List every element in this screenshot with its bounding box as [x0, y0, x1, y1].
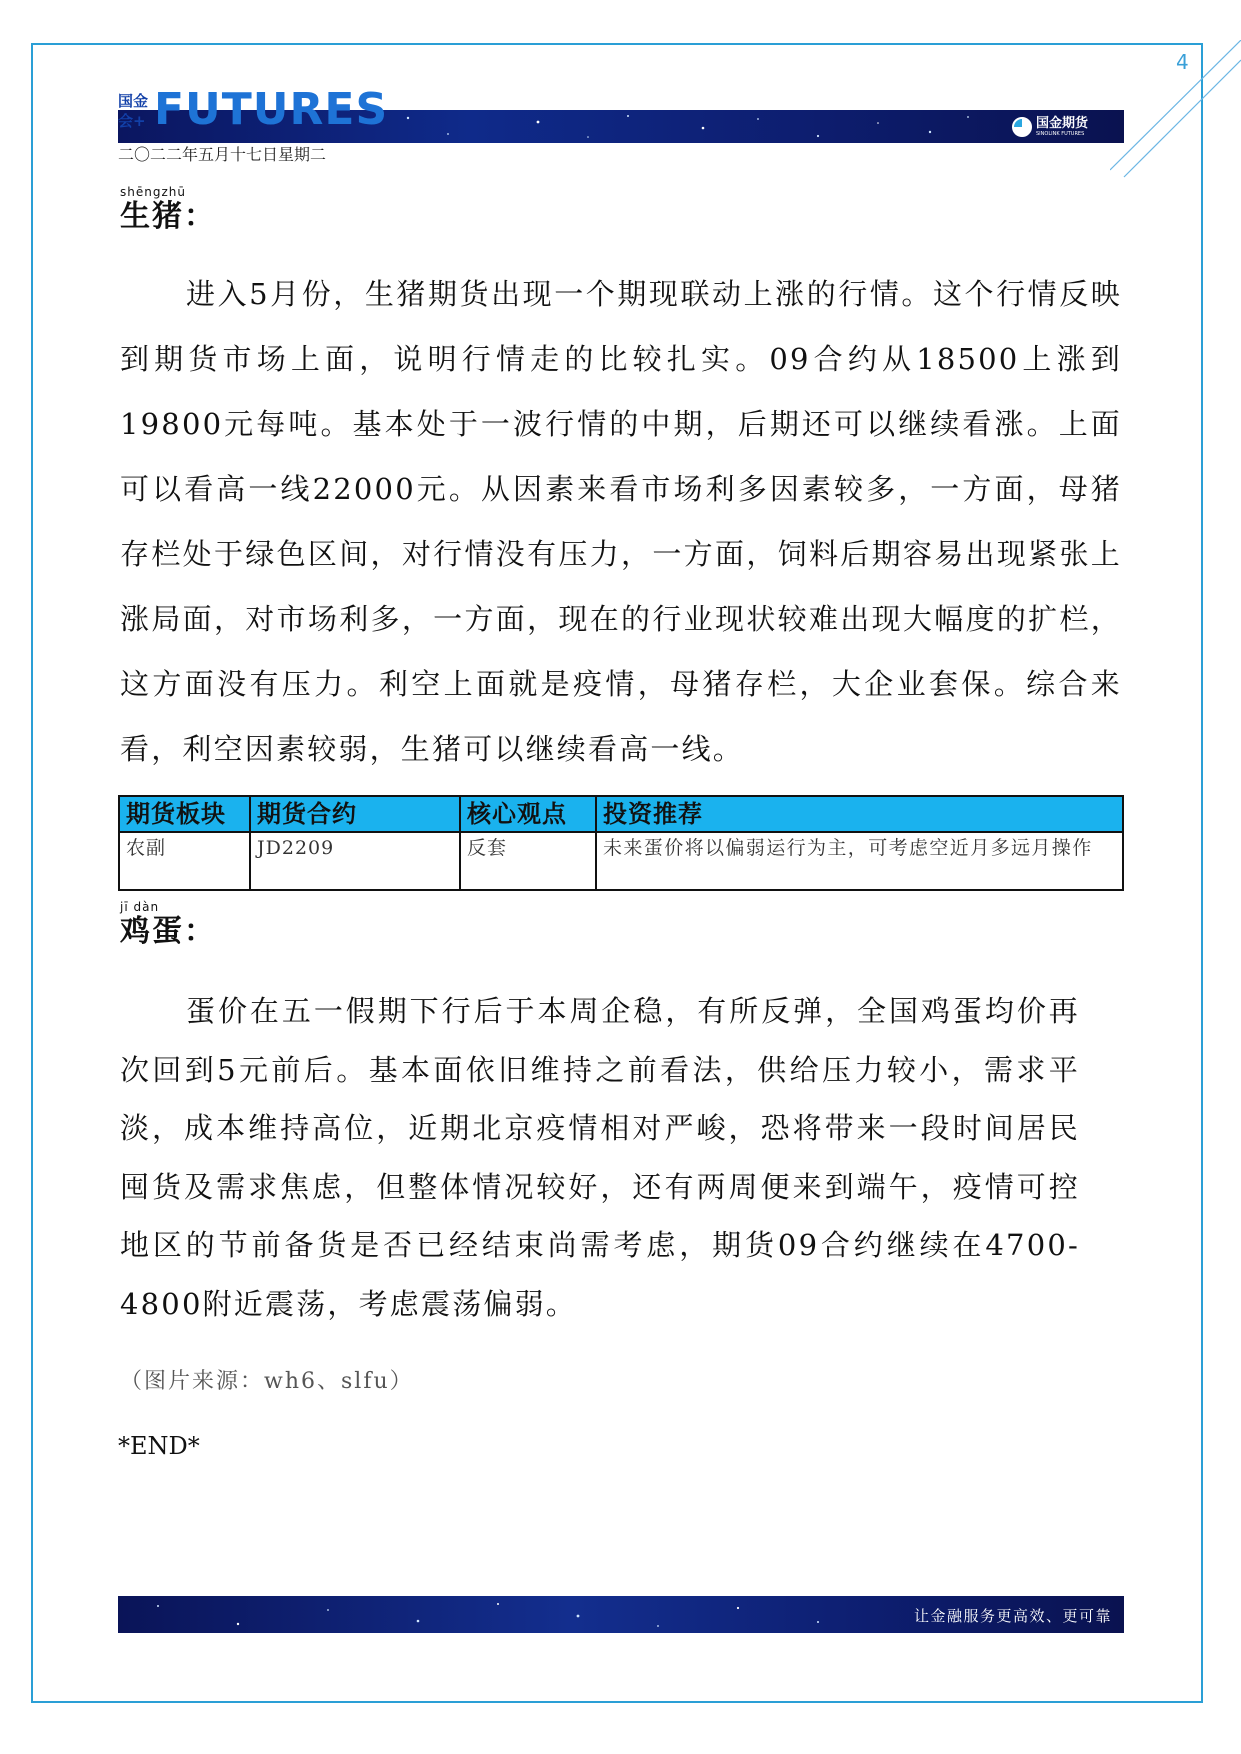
egg-section-title — [120, 900, 216, 950]
table-cell-contract: JD2209 — [250, 832, 460, 890]
table-header-recommendation: 投资推荐 — [596, 796, 1123, 832]
company-logo — [1012, 113, 1120, 141]
hog-paragraph: 进入5月份，生猪期货出现一个期现联动上涨的行情。这个行情反映到期货市场上面，说明行情走的比较扎实。09合约从18500上涨到19800元每吨。基本处于一波行情的中期，后期还可以继续看涨。上面可以看高一线22000元。从因素来看市场利多因素较多，一方面，母猪存栏处于绿色区间，对行情没有压力，一方面，饲料后期容易出现紧张上涨局面，对市场利多，一方面，现在的行业现状较难出现大幅度的扩栏，这方面没有压力。利空上面就是疫情，母猪存栏，大企业套保。综合来看，利空因素较弱，生猪可以继续看高一线。 — [120, 277, 1122, 766]
egg-heading: 鸡蛋： — [120, 914, 216, 949]
company-logo-icon — [1012, 117, 1032, 137]
hog-pinyin: shēngzhū — [120, 185, 186, 199]
brand-logo-en: FUTURES — [154, 84, 389, 135]
footer-band — [118, 1596, 1124, 1633]
company-logo-cn: 国金期货 — [1036, 116, 1089, 131]
brand-logo-cn: 国金会+ — [118, 92, 149, 130]
hog-heading: 生猪： — [120, 199, 216, 234]
table-header-view: 核心观点 — [460, 796, 596, 832]
table-cell-sector: 农副 — [119, 832, 250, 890]
egg-paragraph: 蛋价在五一假期下行后于本周企稳，有所反弹，全国鸡蛋均价再次回到5元前后。基本面依旧维持之前看法，供给压力较小，需求平淡，成本维持高位，近期北京疫情相对严峻，恐将带来一段时间居民囤货及需求焦虑，但整体情况较好，还有两周便来到端午，疫情可控地区的节前备货是否已经结束尚需考虑，期货09合约继续在4700-4800附近震荡，考虑震荡偏弱。 — [120, 994, 1080, 1321]
report-date: 二〇二二年五月十七日星期二 — [118, 145, 327, 164]
page-number: 4 — [1176, 50, 1189, 74]
egg-pinyin: jī dàn — [120, 900, 160, 914]
table-cell-recommendation: 未来蛋价将以偏弱运行为主，可考虑空近月多远月操作 — [596, 832, 1123, 890]
image-source-note: （图片来源：wh6、slfu） — [120, 1369, 414, 1394]
corner-decoration — [1110, 40, 1241, 180]
table-header-sector: 期货板块 — [119, 796, 250, 832]
hog-section-title — [120, 185, 216, 235]
company-logo-en: SINOLINK FUTURES — [1036, 131, 1085, 137]
recommendation-table — [118, 795, 1124, 891]
footer-slogan: 让金融服务更高效、更可靠 — [913, 1607, 1112, 1625]
table-row — [119, 832, 1123, 890]
table-header-contract: 期货合约 — [250, 796, 460, 832]
table-cell-view: 反套 — [460, 832, 596, 890]
table-header-row — [119, 796, 1123, 832]
end-mark: *END* — [118, 1432, 200, 1460]
